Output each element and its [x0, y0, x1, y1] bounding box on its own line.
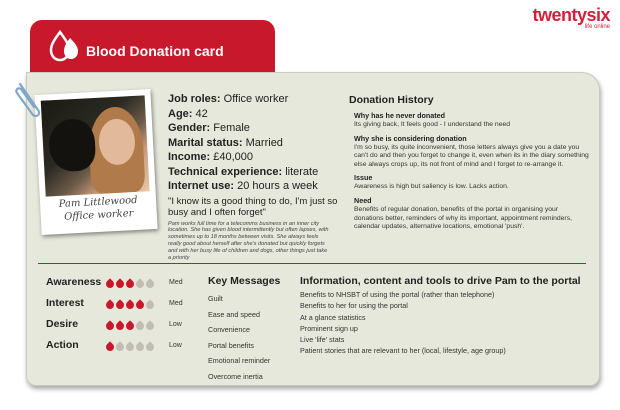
- key-messages: [208, 275, 280, 384]
- persona-image: [41, 95, 150, 196]
- photo-caption-role: Office worker: [63, 208, 134, 223]
- technical-experience-row: Technical experience: literate: [168, 165, 319, 178]
- blood-drop-empty-icon: [136, 319, 144, 330]
- gender-row: Gender: Female: [168, 122, 250, 134]
- brand-name: twentysix: [532, 5, 610, 25]
- card-title: Blood Donation card: [86, 43, 224, 59]
- blood-drop-filled-icon: [106, 298, 114, 309]
- blood-drop-empty-icon: [136, 277, 144, 288]
- blood-drop-filled-icon: [106, 319, 114, 330]
- blood-drop-empty-icon: [126, 340, 134, 351]
- history-answer-considering: I'm so busy, its quite inconvenient, those letters always give you a date you can't do and then you forget to change it, even when its in the diary something else always crops up, its not front of mind and I forget to re-arrange it.: [354, 143, 589, 168]
- blood-drop-empty-icon: [146, 319, 154, 330]
- blood-donor-logo-icon: [46, 29, 82, 63]
- portal-driver-item: Benefits to her for using the portal: [300, 301, 408, 311]
- metric-action-level: Low: [169, 342, 182, 349]
- portal-driver-item: At a glance statistics: [300, 312, 366, 322]
- job-role-row: Job roles: Office worker: [168, 93, 289, 105]
- key-messages-title: Key Messages: [208, 275, 281, 287]
- blood-drop-filled-icon: [136, 298, 144, 309]
- metric-desire-drops: [106, 319, 154, 330]
- metric-awareness-level: Med: [169, 279, 183, 286]
- key-message-item: Emotional reminder: [208, 356, 271, 365]
- history-question-never-donated: Why has he never donated: [354, 111, 446, 120]
- blood-drop-empty-icon: [146, 298, 154, 309]
- brand-tagline: life online: [584, 24, 610, 30]
- metric-awareness-drops: [106, 277, 154, 288]
- blood-drop-empty-icon: [146, 277, 154, 288]
- blood-drop-filled-icon: [126, 319, 134, 330]
- key-message-item: Guilt: [208, 294, 223, 303]
- key-message-item: Ease and speed: [208, 309, 260, 319]
- persona-description: Pam works full time for a telecomms business in an inner city location. She has given blood intermittently but often lapses, with sometimes up to 18 months between visits. She always feels really good about herself after she's donated but quickly forgets and with her busy life of children and dogs, other things just take a priority: [168, 220, 329, 262]
- income-row: Income: £40,000: [168, 151, 254, 163]
- blood-drop-empty-icon: [146, 340, 154, 351]
- photo-caption-name: Pam Littlewood: [58, 194, 138, 211]
- key-message-item: Portal benefits: [208, 340, 254, 350]
- blood-drop-filled-icon: [116, 277, 124, 288]
- paperclip-icon: [12, 80, 46, 120]
- donation-history-title: Donation History: [349, 94, 434, 106]
- persona-profile: [168, 92, 338, 262]
- key-message-item: Overcome inertia: [208, 371, 263, 381]
- internet-use-row: Internet use: 20 hours a week: [168, 180, 318, 192]
- metric-awareness-label: Awareness: [46, 276, 102, 288]
- marital-status-row: Marital status: Married: [168, 136, 283, 149]
- metric-interest-drops: [106, 298, 154, 309]
- blood-drop-filled-icon: [116, 298, 124, 309]
- portal-driver-item: Benefits to NHSBT of using the portal (rather than telephone): [300, 290, 495, 299]
- metric-desire-level: Low: [169, 321, 182, 328]
- donation-history: [349, 94, 589, 232]
- blood-drop-empty-icon: [116, 340, 124, 351]
- metric-interest-label: Interest: [46, 297, 84, 309]
- section-divider: [38, 263, 586, 264]
- portal-driver-item: Prominent sign up: [300, 323, 358, 333]
- persona-photo: [34, 89, 157, 235]
- history-question-considering: Why she is considering donation: [354, 133, 467, 143]
- metric-desire-label: Desire: [46, 318, 79, 330]
- metric-action-drops: [106, 340, 154, 351]
- blood-drop-filled-icon: [126, 298, 134, 309]
- brand-logo: [532, 6, 610, 31]
- blood-drop-filled-icon: [116, 319, 124, 330]
- portal-driver-item: Live 'life' stats: [300, 335, 345, 345]
- blood-drop-filled-icon: [126, 277, 134, 288]
- history-answer-never-donated: Its giving back, It feels good - I understand the need: [354, 121, 511, 128]
- portal-drivers: [300, 275, 581, 357]
- key-message-item: Convenience: [208, 325, 250, 334]
- portal-driver-item: Patient stories that are relevant to her (local, lifestyle, age group): [300, 346, 506, 356]
- photo-caption: [40, 193, 157, 225]
- persona-quote: "I know its a good thing to do, I'm just so busy and I often forget": [168, 195, 338, 218]
- history-answer-issue: Awareness is high but saliency is low. Lacks action.: [354, 183, 509, 191]
- history-question-issue: Issue: [354, 173, 373, 183]
- age-row: Age: 42: [168, 107, 208, 120]
- history-question-need: Need: [354, 195, 372, 205]
- history-answer-need: Benefits of regular donation, benefits of the portal in organising your donations better, reminders of why its important, appointment reminders, calendar updates, alternative locations, emotional 'push'.: [354, 205, 572, 231]
- metric-action-label: Action: [46, 339, 79, 351]
- portal-drivers-title: Information, content and tools to drive Pam to the portal: [300, 275, 581, 287]
- blood-drop-filled-icon: [106, 340, 114, 351]
- blood-drop-filled-icon: [106, 277, 114, 288]
- metric-interest-level: Med: [169, 300, 183, 307]
- blood-drop-empty-icon: [136, 340, 144, 351]
